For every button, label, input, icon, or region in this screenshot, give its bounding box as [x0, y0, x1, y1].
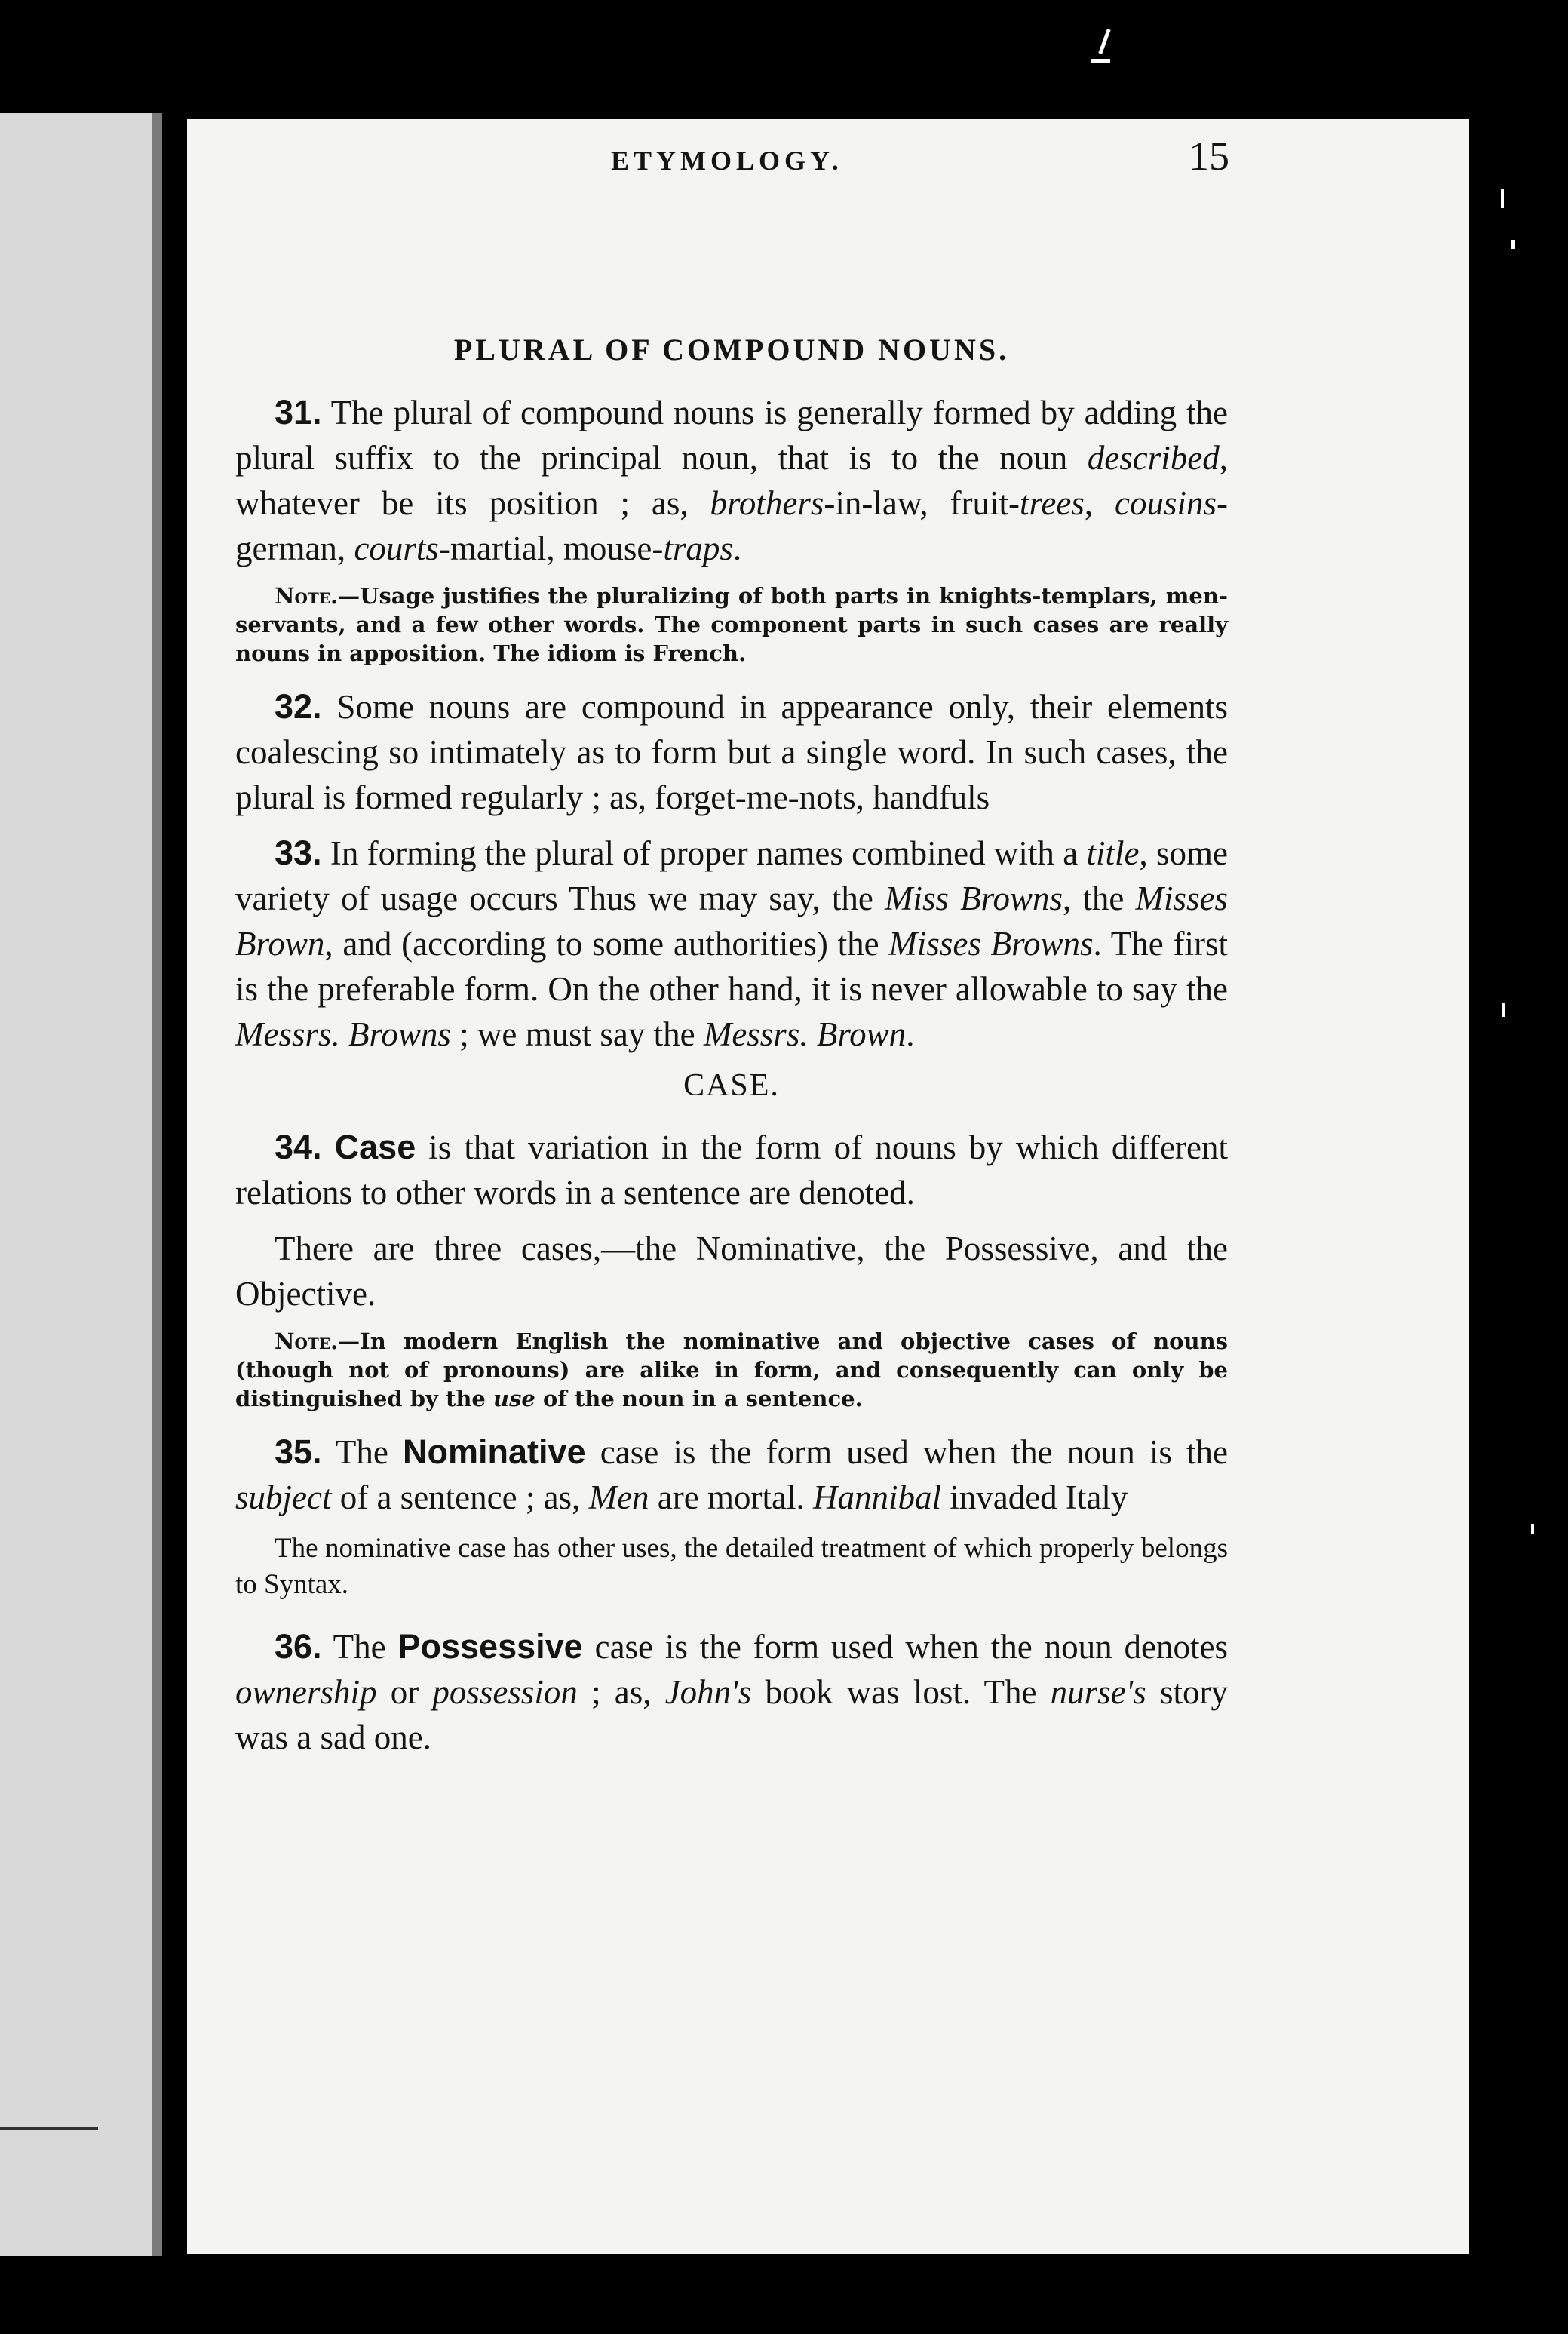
italic-run: trees [1020, 484, 1085, 522]
note-text: —Usage justifies the pluralizing of both parts in knights-templars, men-servants, and a few other words. The component parts in such cases are really nouns in apposition. The idiom is French. [235, 583, 1228, 666]
italic-run: possession [432, 1673, 578, 1711]
text-run: book was lost. The [751, 1673, 1051, 1711]
page-body [235, 332, 1228, 1770]
paragraph-number: 33. [275, 834, 322, 872]
italic-run: cousins [1115, 484, 1217, 522]
paragraph-36 [235, 1624, 1228, 1760]
italic-run: Misses Browns [888, 925, 1094, 963]
text-run: invaded Italy [940, 1479, 1128, 1516]
paragraph-35-uses: The nominative case has other uses, the detailed treatment of which properly belongs to Syntax. [235, 1533, 1228, 1600]
running-title: ETYMOLOGY. [611, 146, 843, 176]
scan-speck [1511, 240, 1515, 249]
text-run: The [333, 1628, 398, 1666]
paragraph-31 [235, 390, 1228, 571]
italic-run: Misses Brown [235, 880, 1228, 963]
italic-run: courts [354, 530, 439, 567]
text-run: ; as, [577, 1673, 665, 1711]
scan-speck [1091, 59, 1110, 63]
italic-run: use [492, 1386, 535, 1411]
italic-run: Messrs. Brown [703, 1015, 907, 1053]
text-run: The [335, 1433, 404, 1471]
text-run: . [906, 1015, 915, 1053]
text-run: or [376, 1673, 433, 1711]
italic-run: traps [663, 530, 733, 567]
italic-run: Hannibal [812, 1479, 941, 1516]
italic-run: ownership [235, 1673, 377, 1711]
scan-speck [1098, 29, 1110, 54]
section-heading-plural: PLURAL OF COMPOUND NOUNS. [453, 333, 1010, 367]
paragraph-number: 36. [275, 1627, 322, 1666]
text-run: of a sentence ; as, [331, 1479, 589, 1516]
note-label: Note. [275, 1328, 339, 1354]
paragraph-number: 31. [275, 393, 322, 431]
text-run: , the [1063, 880, 1136, 917]
text-run: , and (according to some authorities) the [324, 925, 889, 963]
note-text: of the noun in a sentence. [535, 1386, 863, 1411]
defined-term: Possessive [397, 1627, 583, 1666]
defined-term: Nominative [403, 1433, 586, 1471]
italic-run: nurse's [1050, 1673, 1146, 1711]
scan-speck [1502, 1003, 1505, 1017]
text-run: story was a sad one. [235, 1673, 1228, 1756]
page-number: 15 [1189, 134, 1229, 179]
paragraph-34 [235, 1125, 1228, 1215]
italic-run: Miss Browns [884, 880, 1063, 917]
italic-run: Messrs. Browns [235, 1015, 451, 1053]
note-text: —In modern English the nominative and objective cases of nouns (though not of pronouns) are alike in form, and consequently can only be distinguished by the [235, 1328, 1228, 1411]
italic-run: title [1086, 834, 1140, 872]
note-pluralizing [235, 582, 1228, 668]
note-nominative-objective [235, 1327, 1228, 1413]
scan-speck [1501, 189, 1504, 208]
italic-run: Men [588, 1479, 649, 1516]
italic-run: subject [235, 1479, 332, 1516]
paragraph-35 [235, 1430, 1228, 1520]
running-header [430, 128, 1229, 196]
paragraph-32 [235, 684, 1228, 820]
defined-term: Case [334, 1128, 416, 1166]
italic-run: John's [664, 1673, 752, 1711]
text-run: The plural of compound nouns is generally formed by adding the plural suffix to the principal noun, that is to the noun [235, 394, 1228, 477]
text-run: is that variation in the form of nouns by which different relations to other words in a sentence are denoted. [235, 1129, 1228, 1212]
text-run: case is the form used when the noun denotes [582, 1628, 1228, 1666]
text-run: case is the form used when the noun is the [585, 1433, 1229, 1471]
paragraph-34-cases: There are three cases,—the Nominative, the Possessive, and the Objective. [235, 1230, 1228, 1313]
note-label: Note. [275, 583, 339, 609]
section-heading-case: CASE. [683, 1068, 780, 1103]
italic-run: described [1087, 439, 1220, 477]
left-page-rule [0, 2127, 98, 2130]
text-run: -german, [235, 484, 1228, 567]
left-page-edge [0, 113, 162, 2256]
text-run: -in-law, fruit- [824, 484, 1020, 522]
text-run: , [1084, 484, 1115, 522]
text-run: ; we must say the [450, 1015, 704, 1053]
paragraph-number: 35. [275, 1433, 322, 1471]
text-run: , some variety of usage occurs Thus we may say, the [235, 834, 1228, 917]
scan-speck [1531, 1524, 1534, 1534]
paragraph-number: 32. [275, 687, 322, 726]
text-run: In forming the plural of proper names combined with a [330, 834, 1087, 872]
text-run: . [732, 530, 742, 567]
text-run: -martial, mouse- [438, 530, 664, 567]
text-run: , whatever be its position ; as, [235, 439, 1228, 522]
italic-run: brothers [710, 484, 824, 522]
page-gutter-shadow [152, 113, 162, 2256]
paragraph-33 [235, 831, 1228, 1057]
text-run: . The first is the preferable form. On the other hand, it is never allowable to say the [235, 925, 1228, 1008]
paragraph-number: 34. [275, 1128, 322, 1166]
text-run: Some nouns are compound in appearance only, their elements coalescing so intimately as to form but a single word. In such cases, the plural is formed regularly ; as, forget-me-nots, handfuls [235, 688, 1228, 816]
text-run: are mortal. [649, 1479, 813, 1516]
